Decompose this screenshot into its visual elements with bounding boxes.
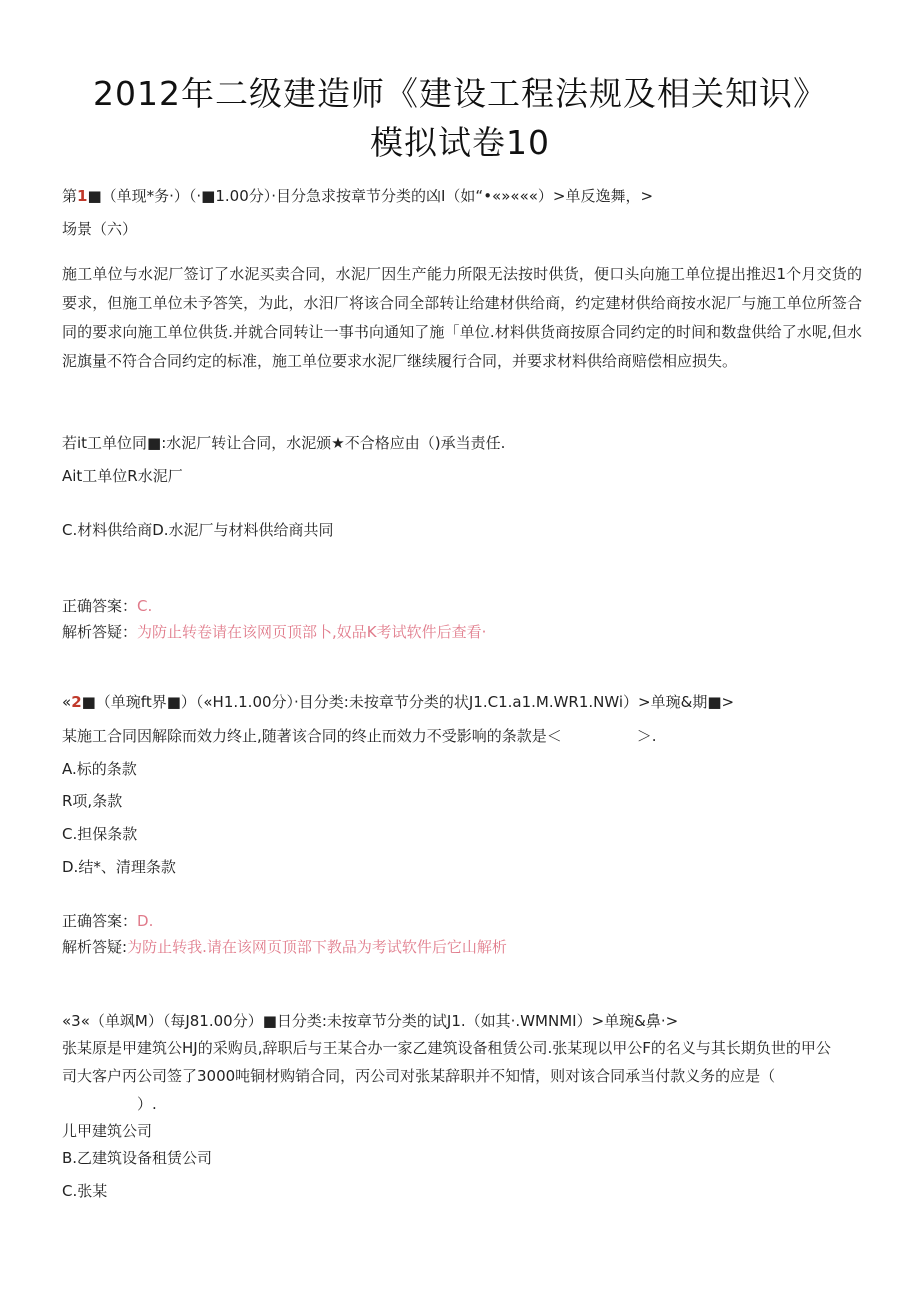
- question-3-option-a: 儿甲建筑公司: [62, 1122, 153, 1140]
- analysis-text: 为防止转我.请在该网页顶部下教品为考试软件后它山解析: [127, 938, 507, 956]
- answer-value: C.: [137, 597, 153, 615]
- analysis-label: 解析答疑:: [62, 938, 128, 956]
- page-title-line-1: 2012年二级建造师《建设工程法规及相关知识》: [93, 74, 827, 113]
- question-1-meta: ■（单现*务·）（·■1.00分）·目分急求按章节分类的凶I（如“•«»«««）>单反逸舞，>: [87, 187, 654, 205]
- question-3-stem-line-1: 张某原是甲建筑公HJ的采购员,辞职后与王某合办一家乙建筑设备租赁公司.张某现以甲公F的名义与其长期负世的甲公: [62, 1039, 831, 1057]
- question-1-header: [62, 186, 653, 206]
- question-1-stem: 若it工单位同■:水泥厂转让合同，水泥颁★不合格应由（)承当责任.: [62, 434, 506, 452]
- question-3-option-c: C.张某: [62, 1182, 108, 1200]
- question-2-answer: [62, 911, 153, 931]
- question-1-number: 1: [77, 187, 88, 205]
- question-2-stem: 某施工合同因解除而效力终止,随著该合同的终止而效力不受影响的条款是＜ ＞.: [62, 727, 657, 745]
- answer-value: D.: [137, 912, 154, 930]
- question-3-stem-line-2: 司大客户丙公司签了3000吨铜材购销合同，丙公司对张某辞职并不知情，则对该合同承当付款义务的应是（: [62, 1067, 776, 1085]
- question-2-option-a: A.标的条款: [62, 760, 137, 778]
- question-2-header: [62, 692, 734, 712]
- analysis-text: 为防止转卷请在该网页顶部卜,奴品K考试软件后查看·: [137, 623, 487, 641]
- question-1-passage: 施工单位与水泥厂签订了水泥买卖合同，水泥厂因生产能力所限无法按时供货，便口头向施工单位提出推迟1个月交货的要求，但施工单位未予答笑，为此，水汨厂将该合同全部转让给建材供给商，约定建材供给商按水泥厂与施工单位所签合同的要求向施工单位供货.并就合同转让一事书向通知了施「单位.材料供货商按原合同约定的时间和数盘供给了水呢,但水泥旗量不符合合同约定的标准，施工单位要求水泥厂继续履行合同，并要求材料供给商赔偿相应损失。: [62, 265, 862, 370]
- analysis-label: 解析答疑：: [62, 623, 138, 641]
- question-3-header: «3«（单飒M）（每J81.00分）■日分类:未按章节分类的试J1.（如其·.WMNMI）>单琬&鼻·>: [62, 1012, 679, 1030]
- question-2-option-b: R项,条款: [62, 792, 123, 810]
- question-2-option-c: C.担保条款: [62, 825, 138, 843]
- question-2-analysis: [62, 937, 507, 957]
- question-2-prefix: «: [62, 693, 72, 711]
- question-2-meta: ■（单琬ft界■）（«H1.1.00分）·目分类:未按章节分类的状J1.C1.a1.M.WR1.NWi）>单琬&期■>: [81, 693, 735, 711]
- question-1-analysis: [62, 622, 486, 642]
- page-title-line-2: 模拟试卷10: [370, 123, 550, 162]
- question-1-scene: 场景（六）: [62, 220, 138, 238]
- answer-label: 正确答案：: [62, 597, 138, 615]
- answer-label: 正确答案：: [62, 912, 138, 930]
- question-1-options-ab: Ait工单位R水泥厂: [62, 467, 183, 485]
- question-1-prefix: 第: [62, 187, 78, 205]
- question-2-number: 2: [71, 693, 82, 711]
- question-1-options-cd: C.材料供给商D.水泥厂与材料供给商共同: [62, 521, 334, 539]
- question-1-answer: [62, 596, 152, 616]
- question-2-option-d: D.结*、清理条款: [62, 858, 176, 876]
- question-3-option-b: B.乙建筑设备租赁公司: [62, 1149, 213, 1167]
- question-3-stem-line-3: ）.: [62, 1095, 157, 1113]
